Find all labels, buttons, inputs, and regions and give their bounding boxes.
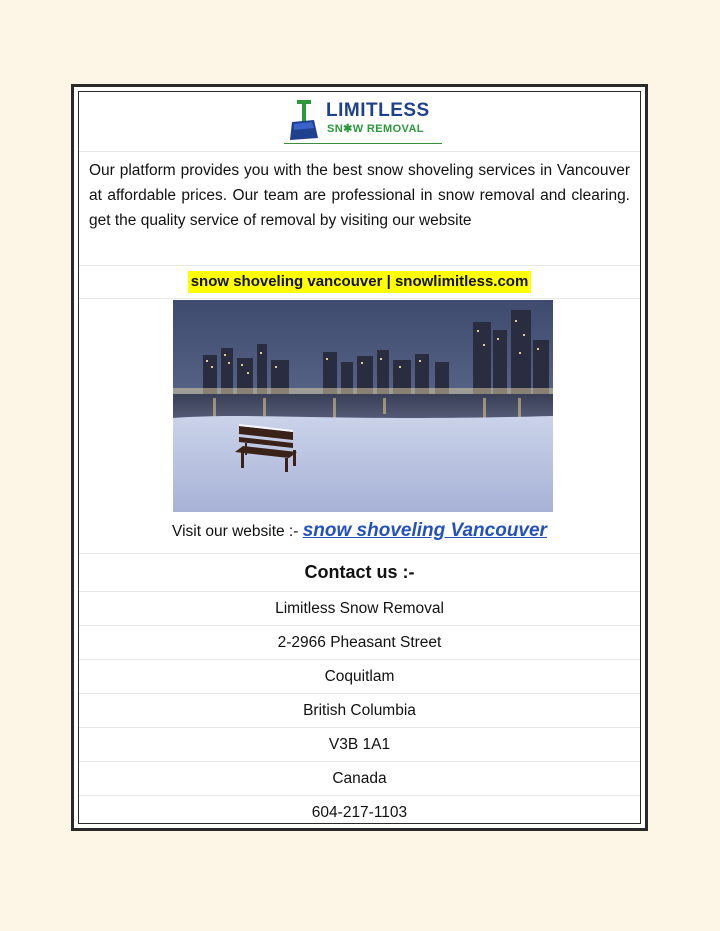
city: Coquitlam bbox=[324, 668, 395, 685]
document-inner-frame bbox=[78, 91, 641, 824]
visit-row bbox=[79, 520, 640, 554]
company-logo[interactable] bbox=[284, 98, 444, 146]
address-line bbox=[79, 762, 640, 796]
address-line bbox=[79, 592, 640, 626]
highlight-row bbox=[79, 266, 640, 299]
phone-number[interactable]: 604-217-1103 bbox=[311, 804, 408, 821]
street-address: 2-2966 Pheasant Street bbox=[277, 634, 442, 651]
contact-heading: Contact us :- bbox=[304, 562, 415, 582]
postal-code: V3B 1A1 bbox=[328, 736, 391, 753]
address-line bbox=[79, 660, 640, 694]
address-line bbox=[79, 626, 640, 660]
logo-row bbox=[79, 92, 640, 152]
address-line bbox=[79, 796, 640, 824]
highlighted-link[interactable]: snow shoveling vancouver | snowlimitless.com bbox=[188, 271, 532, 293]
country: Canada bbox=[332, 770, 387, 787]
logo-subtitle: SN✱W REMOVAL bbox=[327, 123, 424, 135]
province: British Columbia bbox=[303, 702, 416, 719]
visit-label: Visit our website :- bbox=[172, 523, 303, 540]
company-name: Limitless Snow Removal bbox=[275, 600, 444, 617]
intro-paragraph: Our platform provides you with the best snow shoveling services in Vancouver at affordable prices. Our team are professional in snow removal and clearing. get the quality service of removal by visiting our website bbox=[89, 162, 630, 229]
logo-divider bbox=[284, 143, 442, 144]
logo-title: LIMITLESS bbox=[326, 100, 430, 121]
address-line bbox=[79, 728, 640, 762]
document-frame bbox=[71, 84, 648, 831]
intro-row bbox=[79, 152, 640, 266]
winter-park-photo bbox=[173, 300, 553, 512]
website-link[interactable]: snow shoveling Vancouver bbox=[302, 520, 547, 541]
contact-heading-row bbox=[79, 554, 640, 592]
shovel-logo-icon bbox=[284, 98, 326, 142]
address-line bbox=[79, 694, 640, 728]
